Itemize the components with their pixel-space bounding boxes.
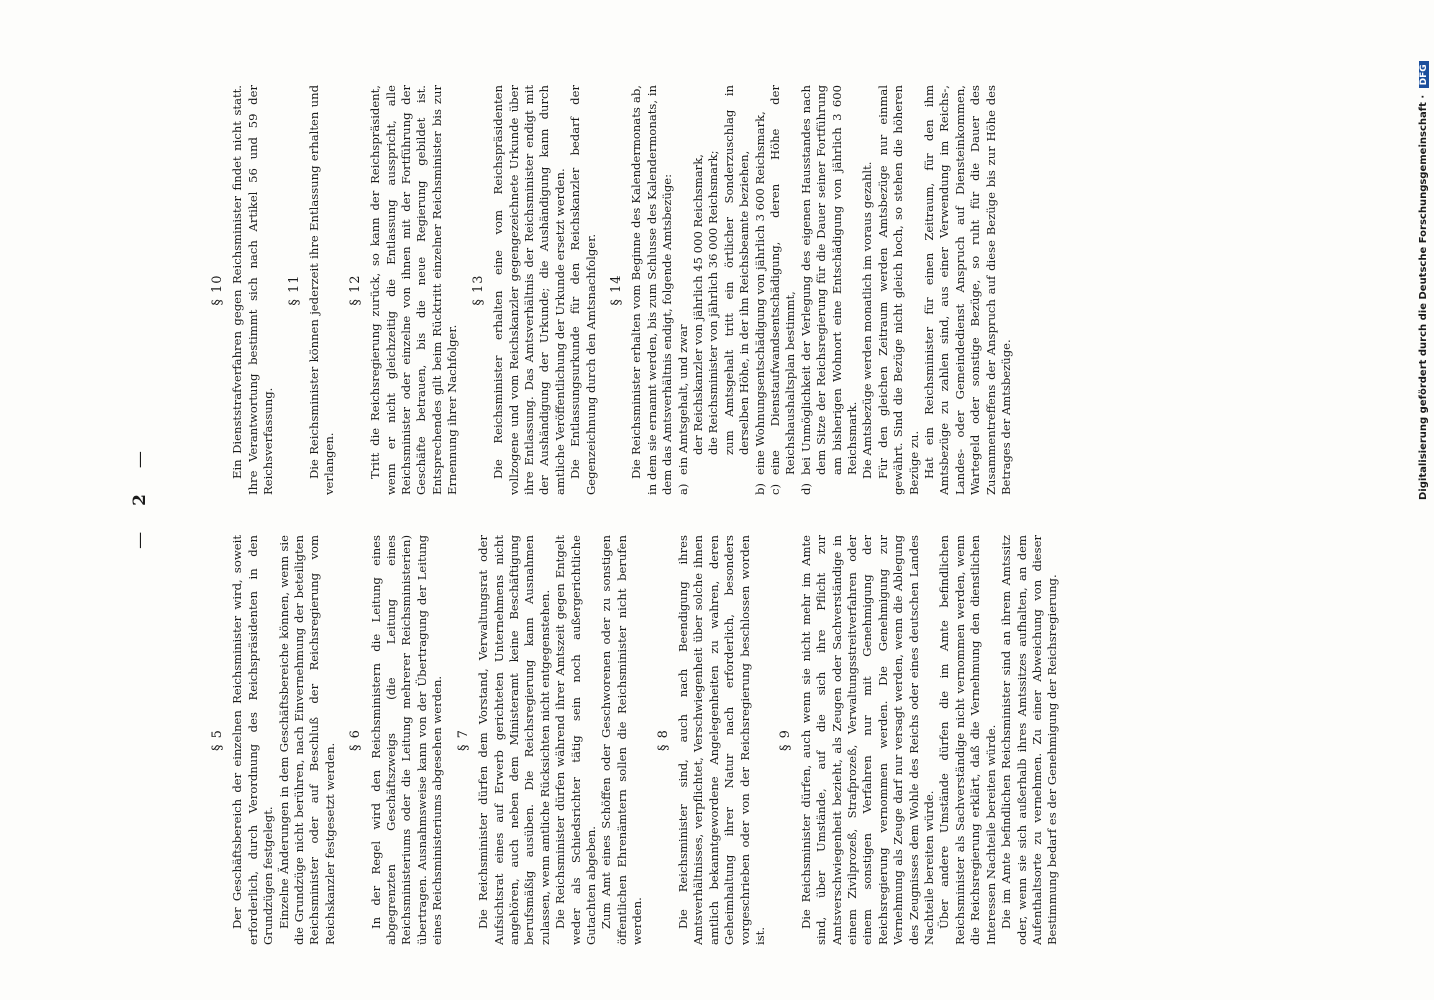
section-heading: § 13 (470, 274, 486, 306)
list-item-text: eine Wohnungsentschädigung von jährlich 3 600 Reichsmark, (752, 111, 767, 475)
paragraph: Die Reichsminister erhalten vom Beginne des Kalendermonats ab, in dem sie ernannt werden, bis zum Schlusse des Kalendermonats, in dem das Amtsverhältnis endigt, folgende Amtsbezüge: (629, 85, 675, 495)
digitization-note: Digitalisierung gefördert durch die Deutsche Forschungsgemeinschaft · (1418, 94, 1429, 500)
paragraph: Ein Dienststrafverfahren gegen Reichsminister findet nicht statt. Ihre Verantwortung bestimmt sich nach Artikel 56 und 59 der Reichsverfassung. (230, 85, 276, 495)
paragraph: Die Reichsminister können jederzeit ihre Entlassung erhalten und verlangen. (307, 85, 337, 495)
paragraph: Die im Amte befindlichen Reichsminister sind an ihrem Amtssitz oder, wenn sie sich außerhalb ihres Amtssitzes aufhalten, an dem Aufenthaltsorte zu vernehmen. Zu einer Abweichung von dieser Bestimmung bedarf es der Genehmigung der Reichsregierung. (999, 535, 1060, 945)
paragraph: Die Reichsminister dürfen während ihrer Amtszeit gegen Entgelt weder als Schiedsrichter tätig sein noch außergerichtliche Gutachten abgeben. (553, 535, 598, 945)
paragraph: Einzelne Änderungen in dem Geschäftsbereiche können, wenn sie die Grundzüge nicht berühren, nach Einvernehmung der beteiligten Reichsminister oder auf Beschluß der Reichsregierung vom Reichskanzler festgesetzt werden. (276, 535, 337, 945)
list-item-label: c) (768, 483, 782, 495)
section-heading: § 5 (210, 729, 225, 751)
paragraph: Zum Amt eines Schöffen oder Geschworenen oder zu sonstigen öffentlichen Ehrenämtern sollen die Reichsminister nicht berufen werden. (599, 535, 645, 945)
header-dash-right: — (130, 451, 150, 469)
sub-item: die Reichsminister von jährlich 36 000 Reichsmark; (706, 150, 721, 455)
sub-item: der Reichskanzler von jährlich 45 000 Reichsmark, (690, 154, 705, 455)
paragraph: Über andere Umstände dürfen die im Amte befindlichen Reichsminister als Sachverständige nicht vernommen werden, wenn die Reichsregierung erklärt, daß die Vernehmung den dienstlichen Interessen Nachteile bereiten würde. (937, 535, 998, 945)
section-heading: § 9 (778, 729, 794, 751)
paragraph: Tritt die Reichsregierung zurück, so kann der Reichspräsident, wenn er nicht gleichzeitig die Entlassung ausspricht, alle Reichsminister oder einzelne von ihnen mit der Fortführung der Geschäfte betrauen, bis die neue Regierung gebildet ist. Entsprechendes gilt beim Rücktritt einzelner Reichsminister bis zur Ernennung ihrer Nachfolger. (368, 85, 460, 495)
paragraph: Hat ein Reichsminister für einen Zeitraum, für den ihm Amtsbezüge zu zahlen sind, aus einer Verwendung im Reichs-, Landes- oder Gemeindedienst Anspruch auf Diensteinkommen, Wartegeld oder sonstige Bezüge, so ruht für die Dauer des Zusammentreffens der Anspruch auf diese Bezüge bis zur Höhe des Betrages der Amtsbezüge. (922, 85, 1014, 495)
paragraph: Die Entlassungsurkunde für den Reichskanzler bedarf der Gegenzeichnung durch den Amtsnachfolger. (568, 85, 598, 495)
list-item (768, 85, 799, 495)
left-column (210, 535, 1330, 945)
digitization-sidebar (1414, 0, 1434, 1000)
paragraph: Die Amtsbezüge werden monatlich im voraus gezahlt. (860, 161, 875, 479)
list-item-label: d) (798, 483, 813, 495)
paragraph: Die Reichsminister dürfen dem Vorstand, Verwaltungsrat oder Aufsichtsrat eines auf Erwerb gerichteten Unternehmens nicht angehören, auch neben dem Ministeramt keine Beschäftigung berufsmäßig ausüben. Die Reichsregierung kann Ausnahmen zulassen, wenn amtliche Rücksichten nicht entgegenstehen. (476, 535, 552, 945)
list-item (753, 85, 768, 495)
paragraph: Die Reichsminister erhalten eine vom Reichspräsidenten vollzogene und vom Reichskanzler gegengezeichnete Urkunde über ihre Entlassung. Das Amtsverhältnis der Reichsminister endigt mit der Aushändigung der Urkunde; die Aushändigung kann durch amtliche Veröffentlichung der Urkunde ersetzt werden. (491, 85, 567, 495)
list-item (676, 85, 691, 495)
list-item-text: bei Unmöglichkeit der Verlegung des eigenen Hausstandes nach dem Sitze der Reichsregierung für die Dauer seiner Fortführung am bisherigen Wohnort eine Entschädigung von jährlich 3 600 Reichsmark. (798, 85, 860, 475)
paragraph: Der Geschäftsbereich der einzelnen Reichsminister wird, soweit erforderlich, durch Verordnung des Reichspräsidenten in den Grundzügen festgelegt. (230, 535, 276, 945)
list-item-label: a) (675, 483, 690, 495)
section-heading: § 10 (210, 274, 225, 306)
paragraph: Für den gleichen Zeitraum werden Amtsbezüge nur einmal gewährt. Sind die Bezüge nicht gleich hoch, so stehen die höheren Bezüge zu. (875, 85, 921, 495)
header-dash-left: — (130, 531, 150, 549)
section-heading: § 7 (455, 729, 471, 751)
dfg-logo: DFG (1419, 61, 1429, 88)
list-item-text: eine Dienstaufwandsentschädigung, deren Höhe der Reichshaushaltsplan bestimmt, (768, 85, 798, 475)
sub-item: zum Amtsgehalt tritt ein örtlicher Sonderzuschlag in derselben Höhe, in der ihn Reichsbeamte beziehen, (721, 85, 752, 455)
section-heading: § 6 (348, 729, 364, 751)
rotated-document-page (102, 50, 1332, 950)
list-item-text: ein Amtsgehalt, und zwar (675, 324, 690, 475)
page-header (130, 50, 154, 950)
right-column (210, 85, 1330, 495)
section-heading: § 11 (286, 274, 302, 306)
list-item (799, 85, 861, 495)
section-heading: § 14 (608, 274, 624, 306)
paragraph: Die Reichsminister sind, auch nach Beendigung ihres Amtsverhältnisses, verpflichtet, Verschwiegenheit über solche ihnen amtlich bekanntgewordene Angelegenheiten zu wahren, deren Geheimhaltung ihrer Natur nach erforderlich, besonders vorgeschrieben oder von der Reichsregierung beschlossen worden ist. (675, 535, 767, 945)
page-number: 2 (130, 494, 150, 506)
paragraph: Die Reichsminister dürfen, auch wenn sie nicht mehr im Amte sind, über Umstände, auf die sich ihre Pflicht zur Amtsverschwiegenheit bezieht, als Zeugen oder Sachverständige in einem Zivilprozeß, Strafprozeß, Verwaltungsstreitverfahren oder einem sonstigen Verfahren nur mit Genehmigung der Reichsregierung vernommen werden. Die Genehmigung zur Vernehmung als Zeuge darf nur versagt werden, wenn die Ablegung des Zeugnisses dem Wohle des Reichs oder eines deutschen Landes Nachteile bereiten würde. (798, 535, 937, 945)
section-heading: § 8 (655, 729, 671, 751)
section-heading: § 12 (347, 274, 363, 306)
paragraph: In der Regel wird den Reichsministern die Leitung eines abgegrenzten Geschäftszweigs (die Leitung eines Reichsministeriums oder die Leitung mehrerer Reichsministerien) übertragen. Ausnahmsweise kann von der Übertragung der Leitung eines Reichsministeriums abgesehen werden. (368, 535, 445, 945)
list-item-label: b) (752, 483, 767, 495)
